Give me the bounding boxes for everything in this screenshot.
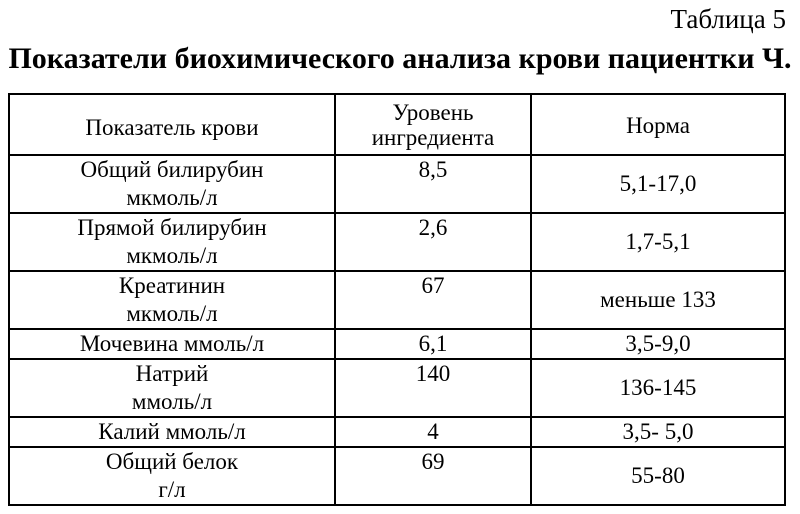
table-row [9, 271, 785, 329]
header-level-line1: Уровень [392, 99, 474, 125]
cell-parameter [9, 213, 335, 271]
cell-level: 67 [335, 271, 531, 329]
parameter-name: Общий белок [105, 449, 239, 474]
cell-level: 8,5 [335, 155, 531, 213]
table-row [9, 213, 785, 271]
table-number: Таблица 5 [670, 4, 786, 34]
table-row [9, 417, 785, 447]
cell-parameter: Калий ммоль/л [9, 417, 335, 447]
table-row [9, 447, 785, 505]
cell-level: 69 [335, 447, 531, 505]
parameter-unit: ммоль/л [131, 389, 213, 414]
parameter-unit: г/л [158, 477, 186, 502]
parameter-name: Прямой билирубин [77, 215, 267, 240]
header-norm-text: Норма [626, 112, 690, 138]
cell-norm: 1,7-5,1 [531, 213, 785, 271]
header-parameter-text: Показатель крови [85, 114, 259, 140]
cell-level: 140 [335, 359, 531, 417]
cell-level: 2,6 [335, 213, 531, 271]
table-row [9, 359, 785, 417]
parameter-unit: мкмоль/л [126, 243, 218, 268]
cell-parameter [9, 271, 335, 329]
table-row [9, 329, 785, 359]
cell-norm: 136-145 [531, 359, 785, 417]
blood-analysis-table [8, 93, 786, 506]
parameter-name: Креатинин [118, 273, 226, 298]
cell-parameter [9, 155, 335, 213]
cell-level: 6,1 [335, 329, 531, 359]
cell-norm: 5,1-17,0 [531, 155, 785, 213]
header-norm [531, 94, 785, 155]
table-title: Показатели биохимического анализа крови пациентки Ч. [8, 42, 792, 75]
cell-parameter [9, 447, 335, 505]
parameter-name: Натрий [135, 361, 209, 386]
table-row [9, 155, 785, 213]
parameter-name: Общий билирубин [80, 157, 264, 182]
cell-norm: 3,5-9,0 [531, 329, 785, 359]
cell-norm: 3,5- 5,0 [531, 417, 785, 447]
cell-level: 4 [335, 417, 531, 447]
header-level [335, 94, 531, 155]
header-parameter [9, 94, 335, 155]
parameter-unit: мкмоль/л [126, 185, 218, 210]
cell-parameter [9, 359, 335, 417]
cell-norm: меньше 133 [531, 271, 785, 329]
table-header-row [9, 94, 785, 155]
header-level-line2: ингредиента [371, 124, 495, 150]
parameter-unit: мкмоль/л [126, 301, 218, 326]
cell-parameter: Мочевина ммоль/л [9, 329, 335, 359]
cell-norm: 55-80 [531, 447, 785, 505]
